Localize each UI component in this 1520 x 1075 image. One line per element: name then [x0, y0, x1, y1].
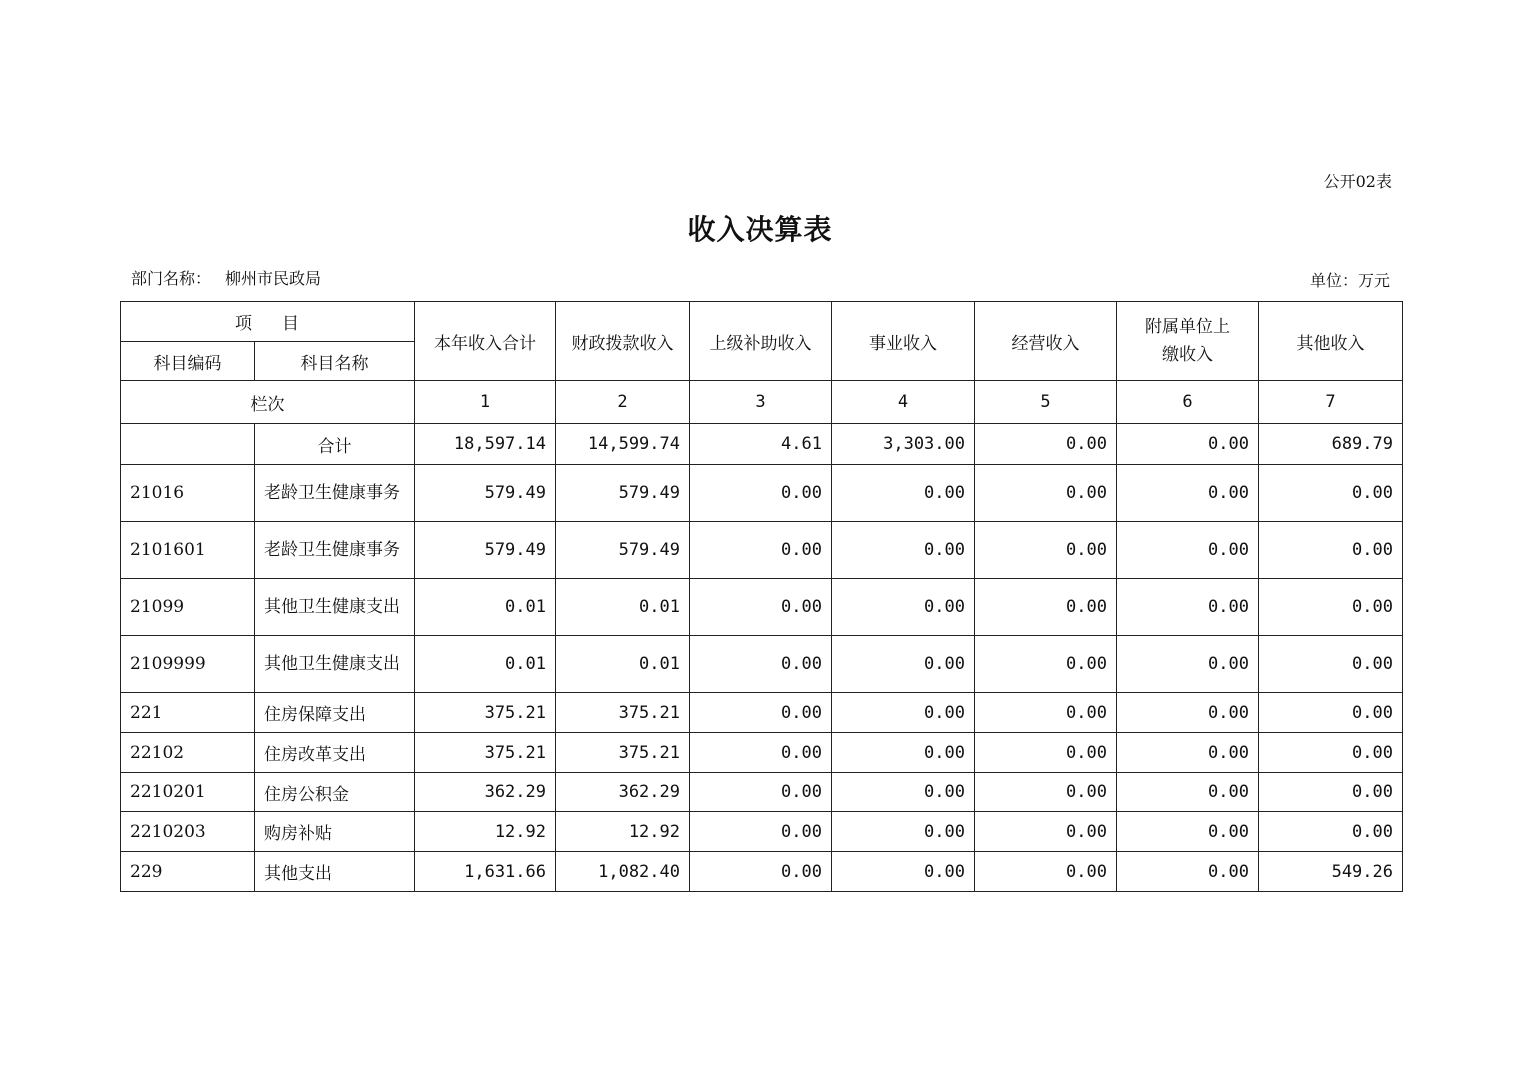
- row-code: 229: [121, 852, 255, 892]
- value-cell: 579.49: [556, 522, 690, 579]
- value-cell: 579.49: [415, 465, 556, 522]
- row-name: 合计: [255, 424, 415, 465]
- value-cell: 0.01: [415, 579, 556, 636]
- value-cell: 1,082.40: [556, 852, 690, 892]
- value-cell: 0.01: [415, 636, 556, 693]
- value-cell: 0.00: [1259, 693, 1403, 733]
- header-col-2: 财政拨款收入: [556, 302, 690, 381]
- income-table: [120, 301, 1403, 892]
- row-label: 栏次: [121, 381, 415, 424]
- value-cell: 0.00: [975, 693, 1117, 733]
- header-col-6: 附属单位上缴收入: [1117, 302, 1259, 381]
- department-line: [131, 266, 321, 292]
- column-number: 1: [415, 381, 556, 424]
- value-cell: 0.00: [1117, 424, 1259, 465]
- value-cell: 0.00: [1259, 733, 1403, 773]
- table-row: [121, 579, 1403, 636]
- table-row: [121, 522, 1403, 579]
- value-cell: 375.21: [415, 733, 556, 773]
- header-col-7: 其他收入: [1259, 302, 1403, 381]
- value-cell: 0.00: [975, 522, 1117, 579]
- value-cell: 0.00: [975, 733, 1117, 773]
- row-name: 其他卫生健康支出: [255, 579, 415, 636]
- value-cell: 0.00: [832, 693, 975, 733]
- value-cell: 0.01: [556, 636, 690, 693]
- value-cell: 0.00: [975, 773, 1117, 812]
- value-cell: 0.00: [832, 636, 975, 693]
- row-name: 住房改革支出: [255, 733, 415, 773]
- header-row-1: [121, 302, 1403, 342]
- row-code: [121, 424, 255, 465]
- value-cell: 0.00: [975, 636, 1117, 693]
- value-cell: 375.21: [556, 693, 690, 733]
- value-cell: 0.00: [832, 579, 975, 636]
- value-cell: 0.00: [1259, 522, 1403, 579]
- row-code: 21016: [121, 465, 255, 522]
- value-cell: 1,631.66: [415, 852, 556, 892]
- column-number: 3: [690, 381, 832, 424]
- table-row: [121, 812, 1403, 852]
- value-cell: 0.00: [975, 579, 1117, 636]
- value-cell: 0.00: [690, 465, 832, 522]
- row-code: 22102: [121, 733, 255, 773]
- value-cell: 375.21: [556, 733, 690, 773]
- value-cell: 0.00: [832, 733, 975, 773]
- row-code: 2210203: [121, 812, 255, 852]
- value-cell: 579.49: [556, 465, 690, 522]
- value-cell: 0.00: [1117, 579, 1259, 636]
- department-label: 部门名称：: [131, 269, 212, 288]
- value-cell: 4.61: [690, 424, 832, 465]
- row-name: 老龄卫生健康事务: [255, 465, 415, 522]
- value-cell: 0.00: [832, 852, 975, 892]
- value-cell: 0.00: [975, 852, 1117, 892]
- table-row: [121, 693, 1403, 733]
- row-name: 其他卫生健康支出: [255, 636, 415, 693]
- header-col-4: 事业收入: [832, 302, 975, 381]
- column-number: 7: [1259, 381, 1403, 424]
- row-code: 221: [121, 693, 255, 733]
- value-cell: 0.00: [1259, 579, 1403, 636]
- value-cell: 0.00: [690, 773, 832, 812]
- value-cell: 362.29: [415, 773, 556, 812]
- unit-label: 单位：万元: [1309, 271, 1390, 290]
- header-col-5: 经营收入: [975, 302, 1117, 381]
- header-name: 科目名称: [255, 342, 415, 381]
- value-cell: 0.00: [690, 636, 832, 693]
- row-name: 住房公积金: [255, 773, 415, 812]
- value-cell: 579.49: [415, 522, 556, 579]
- value-cell: 0.00: [690, 693, 832, 733]
- value-cell: 549.26: [1259, 852, 1403, 892]
- value-cell: 3,303.00: [832, 424, 975, 465]
- value-cell: 0.00: [832, 465, 975, 522]
- value-cell: 0.00: [975, 465, 1117, 522]
- row-name: 购房补贴: [255, 812, 415, 852]
- table-row: [121, 636, 1403, 693]
- value-cell: 12.92: [415, 812, 556, 852]
- row-code: 2101601: [121, 522, 255, 579]
- column-number-row: [121, 381, 1403, 424]
- value-cell: 0.00: [690, 522, 832, 579]
- value-cell: 0.00: [690, 852, 832, 892]
- value-cell: 0.00: [832, 773, 975, 812]
- value-cell: 0.00: [975, 812, 1117, 852]
- row-code: 2109999: [121, 636, 255, 693]
- value-cell: 375.21: [415, 693, 556, 733]
- value-cell: 0.00: [1259, 636, 1403, 693]
- row-name: 住房保障支出: [255, 693, 415, 733]
- department-value: 柳州市民政局: [225, 269, 322, 288]
- value-cell: 0.00: [975, 424, 1117, 465]
- column-number: 5: [975, 381, 1117, 424]
- table-row: [121, 852, 1403, 892]
- form-number: 公开02表: [1323, 172, 1392, 191]
- column-number: 4: [832, 381, 975, 424]
- value-cell: 0.00: [1117, 852, 1259, 892]
- value-cell: 0.00: [1259, 465, 1403, 522]
- value-cell: 0.00: [690, 812, 832, 852]
- row-name: 其他支出: [255, 852, 415, 892]
- value-cell: 12.92: [556, 812, 690, 852]
- table-row: [121, 465, 1403, 522]
- value-cell: 0.00: [1117, 522, 1259, 579]
- value-cell: 0.00: [1117, 773, 1259, 812]
- value-cell: 0.00: [1259, 773, 1403, 812]
- value-cell: 0.00: [1117, 812, 1259, 852]
- value-cell: 0.00: [1117, 693, 1259, 733]
- row-name: 老龄卫生健康事务: [255, 522, 415, 579]
- row-code: 2210201: [121, 773, 255, 812]
- value-cell: 689.79: [1259, 424, 1403, 465]
- column-number: 6: [1117, 381, 1259, 424]
- column-number: 2: [556, 381, 690, 424]
- value-cell: 0.00: [690, 579, 832, 636]
- total-row: [121, 424, 1403, 465]
- value-cell: 14,599.74: [556, 424, 690, 465]
- value-cell: 362.29: [556, 773, 690, 812]
- row-code: 21099: [121, 579, 255, 636]
- header-col-3: 上级补助收入: [690, 302, 832, 381]
- value-cell: 0.00: [1117, 636, 1259, 693]
- table-row: [121, 733, 1403, 773]
- header-item: 项目: [121, 302, 415, 342]
- header-code: 科目编码: [121, 342, 255, 381]
- value-cell: 18,597.14: [415, 424, 556, 465]
- value-cell: 0.00: [1117, 465, 1259, 522]
- header-col-1: 本年收入合计: [415, 302, 556, 381]
- value-cell: 0.00: [832, 522, 975, 579]
- value-cell: 0.00: [1117, 733, 1259, 773]
- value-cell: 0.00: [832, 812, 975, 852]
- value-cell: 0.00: [690, 733, 832, 773]
- value-cell: 0.01: [556, 579, 690, 636]
- table-row: [121, 773, 1403, 812]
- value-cell: 0.00: [1259, 812, 1403, 852]
- page-title: 收入决算表: [687, 213, 833, 246]
